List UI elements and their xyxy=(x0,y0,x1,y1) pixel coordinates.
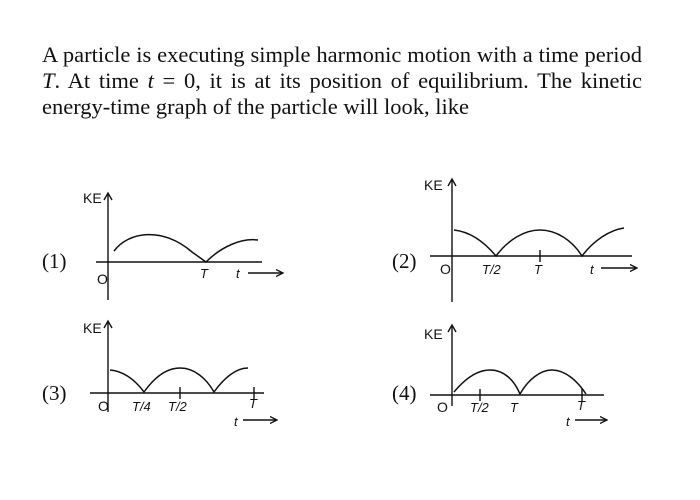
graph-2-t-label: t xyxy=(590,262,594,277)
graph-3-origin: O xyxy=(98,398,109,414)
graph-2-y-label: KE xyxy=(424,177,443,193)
graph-4-curve xyxy=(454,370,586,394)
graph-3-y-label: KE xyxy=(83,320,102,336)
graph-4-tick-T-end: T xyxy=(577,398,585,413)
option-label-1: (1) xyxy=(42,249,67,273)
graph-2-tick-T: T xyxy=(534,262,542,277)
graph-1-curve xyxy=(114,235,258,262)
graph-4-origin: O xyxy=(437,399,448,415)
graph-2-origin: O xyxy=(440,261,451,277)
question-part-2: . At time xyxy=(54,68,148,93)
graph-3-tick-T-quarter: T/4 xyxy=(132,399,151,414)
graph-3-t-label: t xyxy=(234,414,238,429)
option-label-2: (2) xyxy=(392,249,417,273)
graph-3-tick-T-half: T/2 xyxy=(168,399,187,414)
graph-1-t-label: t xyxy=(236,266,240,281)
graph-1-origin: O xyxy=(97,271,108,287)
graph-3-tick-T: T xyxy=(249,396,257,411)
graph-4-t-label: t xyxy=(566,414,570,429)
option-label-3: (3) xyxy=(42,381,67,405)
graph-1-tick-T: T xyxy=(200,266,208,281)
graph-option-4 xyxy=(392,325,606,429)
graph-2-curve xyxy=(454,228,624,256)
question-variable-t: t xyxy=(147,68,154,93)
question-part-1: A particle is executing simple harmonic motion with a time period xyxy=(42,42,642,67)
graph-4-tick-T: T xyxy=(510,400,518,415)
graph-2-tick-T-half: T/2 xyxy=(482,262,501,277)
graph-option-2 xyxy=(392,177,636,302)
option-label-4: (4) xyxy=(392,381,417,405)
graph-option-1 xyxy=(42,190,282,300)
question-variable-T: T xyxy=(42,68,55,93)
graph-1-y-label: KE xyxy=(83,190,102,206)
graph-4-y-label: KE xyxy=(424,326,443,342)
question-part-3: = 0, it is at its position of equilibrium. The kinetic energy-time graph of the particle will look, like xyxy=(42,68,643,119)
graph-4-tick-T-half: T/2 xyxy=(470,400,489,415)
graph-option-3 xyxy=(42,320,276,429)
graph-3-curve xyxy=(110,368,248,392)
